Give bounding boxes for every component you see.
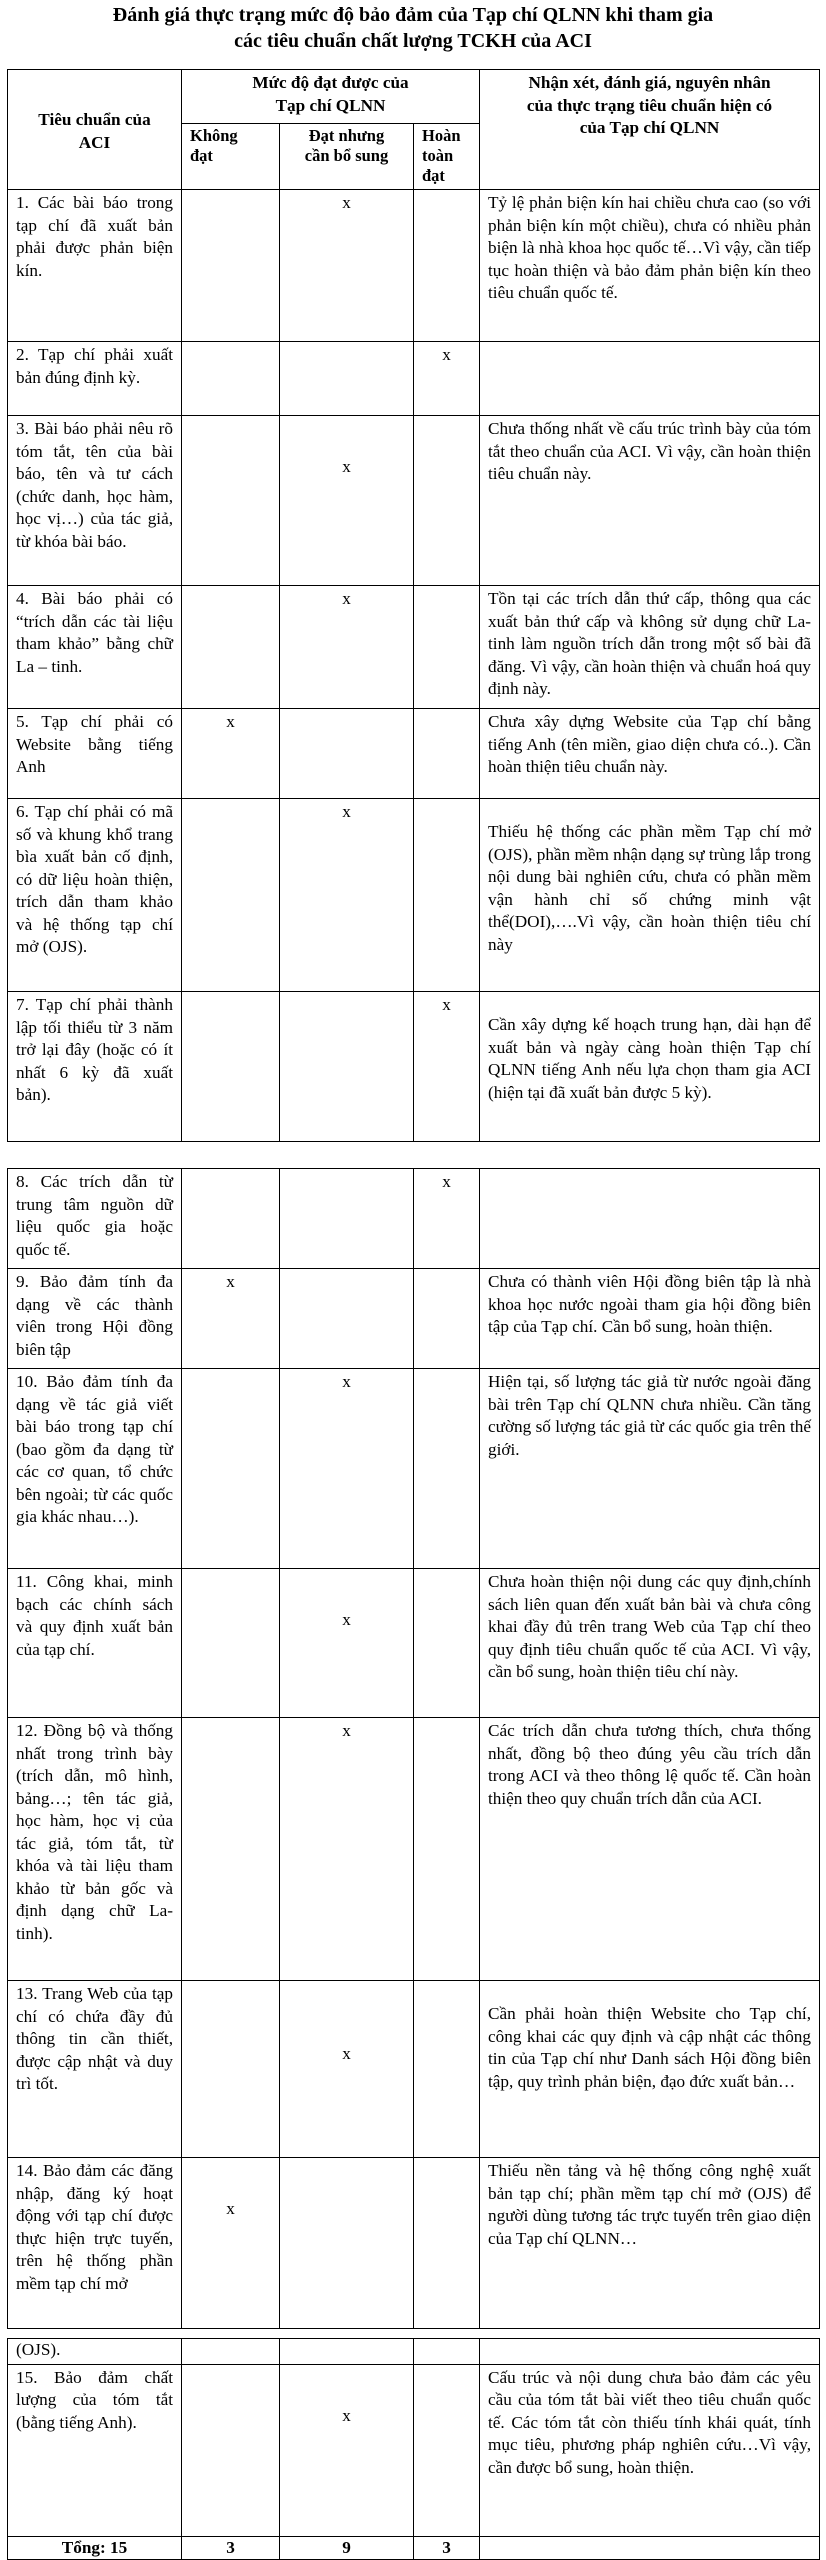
not-met-cell <box>182 416 280 586</box>
table-row <box>8 1981 820 2158</box>
full-cell <box>414 799 480 992</box>
table-row <box>8 799 820 992</box>
not-met-cell <box>182 586 280 709</box>
criterion-cell: 12. Đồng bộ và thống nhất trong trình bày (trích dẫn, mô hình, bảng…; tên tác giả, học hàm, học vị của tác giả, tóm tắt, từ khóa và tài liệu tham khảo từ bản gốc và định dạng chữ La-tinh). <box>8 1718 182 1981</box>
not-met-cell <box>182 1981 280 2158</box>
header-full-line-1: Hoàn <box>422 126 461 145</box>
header-partial <box>280 124 414 190</box>
comment-cell <box>480 1169 820 1269</box>
not-met-cell <box>182 2364 280 2536</box>
header-not-met <box>182 124 280 190</box>
criterion-cell: 13. Trang Web của tạp chí có chứa đầy đủ thông tin cần thiết, được cập nhật và duy trì tốt. <box>8 1981 182 2158</box>
table-row <box>8 2364 820 2536</box>
not-met-cell <box>182 190 280 342</box>
header-level-line-1: Mức độ đạt được của <box>252 73 409 92</box>
criterion-cell: 15. Bảo đảm chất lượng của tóm tắt (bằng tiếng Anh). <box>8 2364 182 2536</box>
comment-cell: Chưa xây dựng Website của Tạp chí bằng tiếng Anh (tên miền, giao diện chưa có..). Cần hoàn thiện tiêu chuẩn này. <box>480 709 820 799</box>
header-not-met-line-2: đạt <box>190 146 213 165</box>
full-cell <box>414 2339 480 2365</box>
partial-cell <box>280 2158 414 2329</box>
not-met-cell: x <box>182 2158 280 2329</box>
full-cell <box>414 586 480 709</box>
full-cell <box>414 416 480 586</box>
partial-cell <box>280 992 414 1142</box>
comment-cell: Thiếu nền tảng và hệ thống công nghệ xuất bản tạp chí; phần mềm tạp chí mở (OJS) để người dùng tương tác trực tuyến trên giao diện của Tạp chí QLNN… <box>480 2158 820 2329</box>
criterion-cell: 4. Bài báo phải có “trích dẫn các tài liệu tham khảo” bằng chữ La – tinh. <box>8 586 182 709</box>
header-partial-line-1: Đạt nhưng <box>308 126 385 145</box>
not-met-cell: x <box>182 1269 280 1369</box>
total-full: 3 <box>414 2536 480 2560</box>
table-row <box>8 1269 820 1369</box>
comment-cell: Chưa có thành viên Hội đồng biên tập là nhà khoa học nước ngoài tham gia hội đồng biên tập của Tạp chí. Cần bổ sung, hoàn thiện. <box>480 1269 820 1369</box>
header-comment-line-2: của thực trạng tiêu chuẩn hiện có <box>526 95 773 115</box>
table-row <box>8 190 820 342</box>
not-met-cell <box>182 1369 280 1569</box>
partial-cell: x <box>280 190 414 342</box>
comment-cell: Tồn tại các trích dẫn thứ cấp, thông qua các xuất bản thứ cấp và không sử dụng chữ La-tinh làm nguồn trích dẫn trong một số bài đã đăng. Vì vậy, cần hoàn thiện và chuẩn hoá quy định này. <box>480 586 820 709</box>
criterion-cell: 10. Bảo đảm tính đa dạng về tác giả viết bài báo trong tạp chí (bao gồm đa dạng từ các cơ quan, tổ chức bên ngoài; từ các quốc gia khác nhau…). <box>8 1369 182 1569</box>
criterion-cell: 14. Bảo đảm các đăng nhập, đăng ký hoạt động với tạp chí được thực hiện trực tuyến, trên hệ thống phần mềm tạp chí mở <box>8 2158 182 2329</box>
comment-cell: Chưa hoàn thiện nội dung các quy định,chính sách liên quan đến xuất bản bài và chưa công khai đầy đủ trên trang Web của Tạp chí theo quy định tiêu chuẩn quốc tế của ACI. Vì vậy, cần bổ sung, hoàn thiện tiêu chí này. <box>480 1569 820 1718</box>
header-full <box>414 124 480 190</box>
comment-cell: Hiện tại, số lượng tác giả từ nước ngoài đăng bài trên Tạp chí QLNN chưa nhiều. Cần tăng cường số lượng tác giả từ các quốc gia trên thế giới. <box>480 1369 820 1569</box>
document-title <box>0 2 826 54</box>
total-partial: 9 <box>280 2536 414 2560</box>
comment-cell: Các trích dẫn chưa tương thích, chưa thống nhất, đồng bộ theo đúng yêu cầu trích dẫn trong ACI và theo thông lệ quốc tế. Cần hoàn thiện theo quy chuẩn trích dẫn của ACI. <box>480 1718 820 1981</box>
header-criteria <box>8 70 182 190</box>
full-cell <box>414 2364 480 2536</box>
header-criteria-line-1: Tiêu chuẩn của <box>38 110 151 129</box>
header-partial-line-2: cần bổ sung <box>304 146 389 165</box>
comment-cell: Cần xây dựng kế hoạch trung hạn, dài hạn để xuất bản và ngày càng hoàn thiện Tạp chí QLNN tiếng Anh nếu lựa chọn tham gia ACI (hiện tại đã xuất bản được 5 kỳ). <box>480 992 820 1142</box>
partial-cell <box>280 709 414 799</box>
partial-cell: x <box>280 1569 414 1718</box>
partial-cell: x <box>280 416 414 586</box>
full-cell: x <box>414 342 480 416</box>
table-row <box>8 342 820 416</box>
full-cell: x <box>414 1169 480 1269</box>
table-row <box>8 1369 820 1569</box>
title-line-2: các tiêu chuẩn chất lượng TCKH của ACI <box>234 30 592 52</box>
partial-cell: x <box>280 1981 414 2158</box>
criterion-cell: 8. Các trích dẫn từ trung tâm nguồn dữ liệu quốc gia hoặc quốc tế. <box>8 1169 182 1269</box>
header-criteria-line-2: ACI <box>78 132 111 152</box>
table-row <box>8 586 820 709</box>
full-cell <box>414 1981 480 2158</box>
header-comment <box>480 70 820 190</box>
not-met-cell <box>182 992 280 1142</box>
full-cell: x <box>414 992 480 1142</box>
comment-cell <box>480 342 820 416</box>
full-cell <box>414 709 480 799</box>
not-met-cell <box>182 1718 280 1981</box>
full-cell <box>414 190 480 342</box>
criterion-cell: 11. Công khai, minh bạch các chính sách và quy định xuất bản của tạp chí. <box>8 1569 182 1718</box>
partial-cell <box>280 1269 414 1369</box>
assessment-table-part-3 <box>7 2338 820 2560</box>
comment-cell: Tỷ lệ phản biện kín hai chiều chưa cao (so với phản biện kín một chiều), chưa có nhiều phản biện là nhà khoa học quốc tế…Vì vậy, cần tiếp tục hoàn thiện và bảo đảm phản biện kín theo tiêu chuẩn quốc tế. <box>480 190 820 342</box>
comment-cell: Chưa thống nhất về cấu trúc trình bày của tóm tắt theo chuẩn của ACI. Vì vậy, cần hoàn thiện tiêu chuẩn này. <box>480 416 820 586</box>
table-row <box>8 1569 820 1718</box>
header-level-group <box>182 70 480 124</box>
comment-cell: Cấu trúc và nội dung chưa bảo đảm các yêu cầu của tóm tắt bài viết theo tiêu chuẩn quốc tế. Các tóm tắt còn thiếu tính khái quát, tính mục tiêu, phương pháp nghiên cứu…Vì vậy, cần được bổ sung, hoàn thiện. <box>480 2364 820 2536</box>
partial-cell: x <box>280 1718 414 1981</box>
partial-cell: x <box>280 799 414 992</box>
partial-cell <box>280 342 414 416</box>
table-row <box>8 416 820 586</box>
total-label: Tổng: 15 <box>8 2536 182 2560</box>
partial-cell: x <box>280 2364 414 2536</box>
table-row <box>8 992 820 1142</box>
total-row <box>8 2536 820 2560</box>
header-level-line-2: Tạp chí QLNN <box>275 95 386 115</box>
not-met-cell <box>182 1169 280 1269</box>
table-row <box>8 1169 820 1269</box>
partial-cell: x <box>280 1369 414 1569</box>
header-full-line-3: đạt <box>422 166 445 185</box>
partial-cell: x <box>280 586 414 709</box>
total-not-met: 3 <box>182 2536 280 2560</box>
assessment-table-part-2 <box>7 1168 820 2329</box>
header-not-met-line-1: Không <box>190 126 238 145</box>
criterion-cell: 6. Tạp chí phải có mã số và khung khổ trang bìa xuất bản cố định, có dữ liệu hoàn thiện, trích dẫn tham khảo và hệ thống tạp chí mở (OJS). <box>8 799 182 992</box>
full-cell <box>414 1718 480 1981</box>
not-met-cell <box>182 342 280 416</box>
not-met-cell: x <box>182 709 280 799</box>
not-met-cell <box>182 799 280 992</box>
header-comment-line-1: Nhận xét, đánh giá, nguyên nhân <box>528 73 771 92</box>
total-comment <box>480 2536 820 2560</box>
title-line-1: Đánh giá thực trạng mức độ bảo đảm của Tạp chí QLNN khi tham gia <box>112 4 714 26</box>
table-row <box>8 2339 820 2365</box>
criterion-cell: 9. Bảo đảm tính đa dạng về các thành viên trong Hội đồng biên tập <box>8 1269 182 1369</box>
comment-cell: Cần phải hoàn thiện Website cho Tạp chí, công khai các quy định và cập nhật các thông tin của Tạp chí như Danh sách Hội đồng biên tập, quy trình phản biện, đạo đức xuất bản… <box>480 1981 820 2158</box>
comment-cell: Thiếu hệ thống các phần mềm Tạp chí mở (OJS), phần mềm nhận dạng sự trùng lắp trong nội dung bài nghiên cứu, chưa có phần mềm vận hành chỉ số chứng minh vật thể(DOI),….Vì vậy, cần hoàn thiện tiêu chí này <box>480 799 820 992</box>
full-cell <box>414 1369 480 1569</box>
criterion-cell: 3. Bài báo phải nêu rõ tóm tắt, tên của bài báo, tên và tư cách (chức danh, học hàm, học vị…) của tác giả, từ khóa bài báo. <box>8 416 182 586</box>
assessment-table-part-1 <box>7 69 820 1142</box>
header-row <box>8 70 820 124</box>
partial-cell <box>280 1169 414 1269</box>
criterion-cell: (OJS). <box>8 2339 182 2365</box>
criterion-cell: 2. Tạp chí phải xuất bản đúng định kỳ. <box>8 342 182 416</box>
criterion-cell: 7. Tạp chí phải thành lập tối thiểu từ 3 năm trở lại đây (hoặc có ít nhất 6 kỳ đã xuất bản). <box>8 992 182 1142</box>
criterion-cell: 5. Tạp chí phải có Website bằng tiếng Anh <box>8 709 182 799</box>
criterion-cell: 1. Các bài báo trong tạp chí đã xuất bản phải được phản biện kín. <box>8 190 182 342</box>
not-met-cell <box>182 1569 280 1718</box>
not-met-cell <box>182 2339 280 2365</box>
table-row <box>8 709 820 799</box>
table-row <box>8 1718 820 1981</box>
partial-cell <box>280 2339 414 2365</box>
table-row <box>8 2158 820 2329</box>
header-full-line-2: toàn <box>422 146 454 165</box>
full-cell <box>414 2158 480 2329</box>
full-cell <box>414 1569 480 1718</box>
header-comment-line-3: của Tạp chí QLNN <box>579 118 720 137</box>
full-cell <box>414 1269 480 1369</box>
comment-cell <box>480 2339 820 2365</box>
